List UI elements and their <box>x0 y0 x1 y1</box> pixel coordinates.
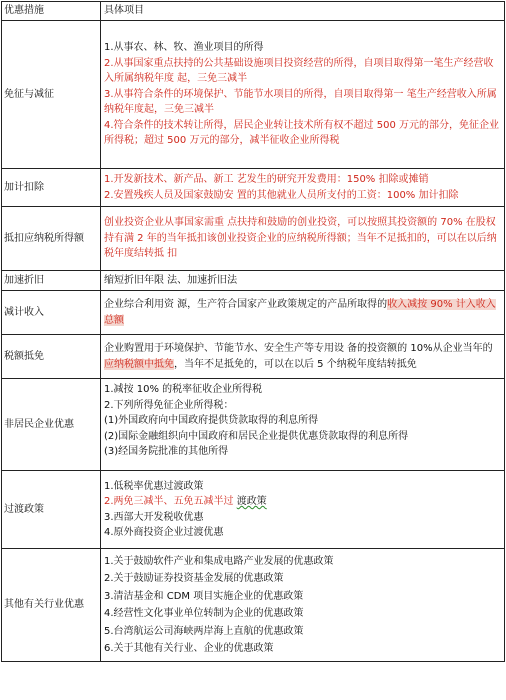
row-category: 税额抵免 <box>2 335 101 379</box>
item-text: 渡政策 <box>236 496 267 507</box>
row-items <box>101 207 505 271</box>
item-line: 6.关于其他有关行业、企业的优惠政策 <box>104 643 274 654</box>
item-line: 1.低税率优惠过渡政策 <box>104 480 204 492</box>
item-text: 2.两免三减半、五免五减半过 <box>104 496 237 507</box>
item-line: 3.西部大开发税收优惠 <box>104 511 204 523</box>
table-row <box>2 207 505 271</box>
item-line: 1.从事农、林、牧、渔业项目的所得 <box>104 42 264 54</box>
row-category: 减计收入 <box>2 291 101 335</box>
highlighted-text: 应纳税额中抵免 <box>104 358 174 370</box>
item-line: 1.开发新技术、新产品、新工 艺发生的研究开发费用：150% 扣除或摊销 <box>104 174 429 185</box>
item-line: 2.安置残疾人员及国家鼓励安 置的其他就业人员所支付的工资：100% 加计扣除 <box>104 189 459 201</box>
item-line: 4.经营性文化事业单位转制为企业的优惠政策 <box>104 608 304 619</box>
item-line: (3)经国务院批准的其他所得 <box>104 446 229 457</box>
row-category: 加速折旧 <box>2 271 101 291</box>
table-row <box>2 335 505 379</box>
item-text: 企业综合利用资 源，生产符合国家产业政策规定的产品所取得的 <box>104 299 388 310</box>
item-text: ，当年不足抵免的，可以在以后 5 个纳税年度结转抵免 <box>174 358 417 370</box>
row-category: 抵扣应纳税所得额 <box>2 207 101 271</box>
row-items <box>101 335 505 379</box>
table-row <box>2 471 505 549</box>
table-row <box>2 21 505 169</box>
item-line: 3.清洁基金和 CDM 项目实施企业的优惠政策 <box>104 590 304 602</box>
highlighted-text: 收入减按 90% 计入收入总额 <box>104 299 496 326</box>
table-row <box>2 169 505 207</box>
row-category: 其他有关行业优惠 <box>2 549 101 662</box>
row-items <box>101 169 505 207</box>
row-category: 加计扣除 <box>2 169 101 207</box>
item-text: 企业购置用于环境保护、节能节水、安全生产等专用设 备的投资额的 10%从企业当年的 <box>104 343 493 354</box>
header-incentive-measures: 优惠措施 <box>2 2 101 21</box>
table-row <box>2 291 505 335</box>
table-header-row <box>2 2 505 21</box>
item-line: 4.符合条件的技术转让所得，居民企业转让技术所有权不超过 500 万元的部分，免征企业所得税；超过 500 万元的部分，减半征收企业所得税 <box>104 119 499 147</box>
row-items <box>101 471 505 549</box>
row-items <box>101 549 505 662</box>
row-category: 免征与减征 <box>2 21 101 169</box>
table-row <box>2 549 505 662</box>
row-items: 缩短折旧年限 法、加速折旧法 <box>101 271 505 291</box>
item-line: 4.原外商投资企业过渡优惠 <box>104 527 224 538</box>
row-category: 过渡政策 <box>2 471 101 549</box>
item-line: 1.关于鼓励软件产业和集成电路产业发展的优惠政策 <box>104 555 334 567</box>
item-line: 3.从事符合条件的环境保护、节能节水项目的所得，自项目取得第一 笔生产经营收入所属纳税年度起，三免三减半 <box>104 88 497 116</box>
tax-incentive-table <box>1 1 505 662</box>
item-line: 创业投资企业从事国家需重 点扶持和鼓励的创业投资，可以按照其投资额的 70% 在股权持有满 2 年的当年抵扣该创业投资企业的应纳税所得额；当年不足抵扣的，可以在以后纳税年度结转抵 扣 <box>104 217 497 260</box>
row-category: 非居民企业优惠 <box>2 379 101 471</box>
row-items <box>101 379 505 471</box>
header-specific-items: 具体项目 <box>101 2 505 21</box>
item-line <box>104 494 501 510</box>
table-row <box>2 379 505 471</box>
item-line: (1)外国政府向中国政府提供贷款取得的利息所得 <box>104 415 319 426</box>
item-line: 2.从事国家重点扶持的公共基础设施项目投资经营的所得，自项目取得第一笔生产经营收入所属纳税年度 起，三免三减半 <box>104 57 494 85</box>
item-line: (2)国际金融组织向中国政府和居民企业提供优惠贷款取得的利息所得 <box>104 430 409 442</box>
item-line: 5.台湾航运公司海峡两岸海上直航的优惠政策 <box>104 625 304 637</box>
row-items <box>101 21 505 169</box>
item-line: 2.下列所得免征企业所得税： <box>104 399 234 411</box>
row-items <box>101 291 505 335</box>
table-row <box>2 271 505 291</box>
item-line: 1.减按 10% 的税率征收企业所得税 <box>104 384 263 395</box>
item-line: 2.关于鼓励证券投资基金发展的优惠政策 <box>104 573 284 584</box>
